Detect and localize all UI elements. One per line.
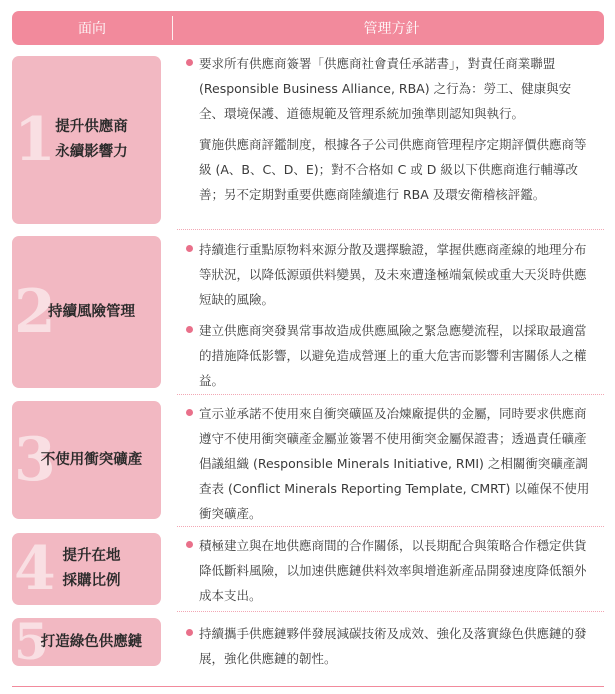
row-number: 2 bbox=[14, 277, 56, 347]
policy-item: 實施供應商評鑑制度，根據各子公司供應商管理程序定期評價供應商等級 (A、B、C、D、E)；對不合格如 C 或 D 級以下供應商進行輔導改善；另不定期對重要供應商陸續進行 RBA 及環安衛稽核評鑑。 bbox=[199, 137, 587, 202]
row-content-1 bbox=[185, 51, 593, 213]
policy-item: 建立供應商突發異常事故造成供應風險之緊急應變流程，以採取最適當的措施降低影響，以避免造成營運上的重大危害而影響利害關係人之權益。 bbox=[185, 318, 593, 393]
row-content-5 bbox=[185, 621, 593, 677]
row-divider bbox=[177, 229, 604, 230]
row-number: 5 bbox=[14, 618, 49, 666]
row-card-3 bbox=[12, 401, 161, 519]
header-policy: 管理方針 bbox=[363, 21, 420, 37]
row-card-4 bbox=[12, 533, 161, 605]
row-card-2 bbox=[12, 236, 161, 388]
row-number: 4 bbox=[14, 534, 56, 604]
policy-item: 持續攜手供應鏈夥伴發展減碳技術及成效、強化及落實綠色供應鏈的發展，強化供應鏈的韌性。 bbox=[185, 621, 593, 671]
row-title: 持續風險管理 bbox=[48, 303, 135, 320]
policy-item: 要求所有供應商簽署「供應商社會責任承諾書」，對責任商業聯盟 (Responsible Business Alliance, RBA) 之行為：勞工、健康與安全、環境保護、道德規範及管理系統加強準則認知與執行。 bbox=[185, 51, 593, 126]
row-divider bbox=[177, 526, 604, 527]
policy-item: 積極建立與在地供應商間的合作關係，以長期配合與策略合作穩定供貨降低斷料風險，以加速供應鏈供料效率與增進新產品開發速度降低額外成本支出。 bbox=[185, 533, 593, 608]
row-content-2 bbox=[185, 237, 593, 399]
row-title: 提升在地 採購比例 bbox=[62, 548, 121, 589]
row-number: 1 bbox=[14, 105, 56, 175]
row-divider bbox=[177, 394, 604, 395]
row-content-4 bbox=[185, 533, 593, 614]
table-header bbox=[12, 11, 604, 45]
row-title: 提升供應商 永續影響力 bbox=[55, 119, 128, 160]
row-divider bbox=[177, 611, 604, 612]
row-content-3 bbox=[185, 401, 593, 532]
table-bottom-border bbox=[12, 686, 604, 687]
row-card-5 bbox=[12, 618, 161, 666]
policy-item: 持續進行重點原物料來源分散及選擇驗證，掌握供應商產線的地理分布等狀況，以降低源頭供料變異，及未來遭逢極端氣候或重大天災時供應短缺的風險。 bbox=[185, 237, 593, 312]
policy-item: 宣示並承諾不使用來自衝突礦區及冶煉廠提供的金屬，同時要求供應商遵守不使用衝突礦產金屬並簽署不使用衝突金屬保證書；透過責任礦產倡議組織 (Responsible Minerals Initiative, RMI) 之相關衝突礦產調查表 (Conflict Minerals Reporting Template, CMRT) 以確保不使用衝突礦產。 bbox=[185, 401, 593, 526]
header-aspect: 面向 bbox=[78, 21, 106, 37]
row-card-1 bbox=[12, 56, 161, 224]
row-title: 不使用衝突礦產 bbox=[40, 451, 143, 468]
row-title: 打造綠色供應鏈 bbox=[40, 633, 143, 650]
row-number: 3 bbox=[14, 425, 56, 495]
